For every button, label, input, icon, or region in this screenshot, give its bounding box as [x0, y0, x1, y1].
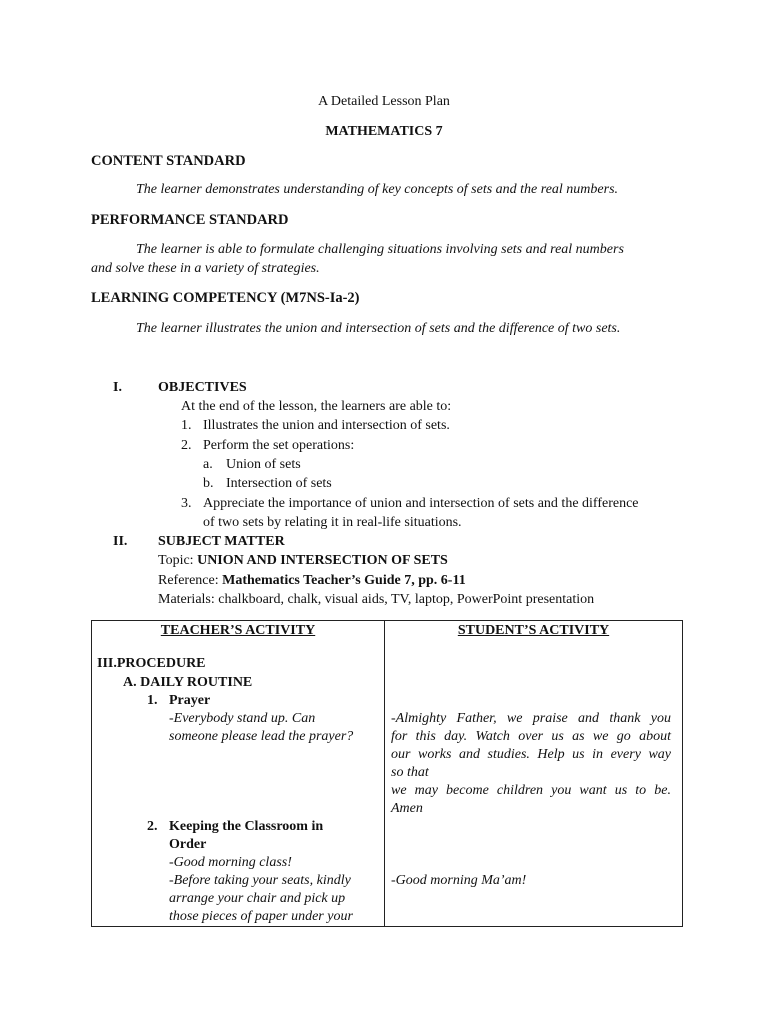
classroom-teacher-line: -Good morning class!	[169, 855, 292, 870]
subject-matter-heading: SUBJECT MATTER	[158, 534, 285, 549]
prayer-heading: Prayer	[169, 693, 211, 708]
classroom-student-line: -Good morning Ma’am!	[391, 873, 527, 888]
activity-table	[91, 620, 683, 927]
prayer-student-line: Amen	[391, 801, 423, 816]
objectives-intro: At the end of the lesson, the learners are able to:	[181, 399, 452, 414]
objective-number: 2.	[181, 438, 192, 453]
objective-text: Illustrates the union and intersection of sets.	[203, 418, 450, 433]
objectives-numeral: I.	[113, 380, 122, 395]
objective-subitem-text: Intersection of sets	[226, 476, 332, 491]
topic-label: Topic:	[158, 553, 198, 568]
prayer-student-line: -Almighty Father, we praise and thank you	[391, 711, 671, 726]
classroom-teacher-line: -Before taking your seats, kindly	[169, 873, 351, 888]
objective-subitem-letter: a.	[203, 457, 213, 472]
objective-text-continued: of two sets by relating it in real-life situations.	[203, 515, 462, 530]
objective-text: Perform the set operations:	[203, 438, 355, 453]
classroom-number: 2.	[147, 819, 158, 834]
objective-subitem-letter: b.	[203, 476, 214, 491]
reference-line	[158, 573, 466, 589]
topic-line	[158, 553, 448, 569]
prayer-student-line: so that	[391, 765, 429, 780]
content-standard-text: The learner demonstrates understanding of key concepts of sets and the real numbers.	[136, 182, 619, 197]
learning-competency-text: The learner illustrates the union and intersection of sets and the difference of two sets.	[136, 321, 621, 336]
classroom-heading-line: Order	[169, 837, 207, 852]
daily-routine-heading: A. DAILY ROUTINE	[123, 675, 253, 690]
classroom-heading-line: Keeping the Classroom in	[169, 819, 324, 834]
procedure-heading: III.PROCEDURE	[97, 656, 206, 671]
prayer-teacher-line: -Everybody stand up. Can	[169, 711, 316, 726]
document-title: A Detailed Lesson Plan	[318, 94, 450, 109]
teacher-activity-header: TEACHER’S ACTIVITY	[160, 623, 316, 638]
prayer-number: 1.	[147, 693, 158, 708]
prayer-student-line: our works and studies. Help us in every way	[391, 747, 671, 762]
prayer-student-line: for this day. Watch over us as we go about	[391, 729, 671, 744]
objectives-heading: OBJECTIVES	[158, 380, 247, 395]
learning-competency-heading: LEARNING COMPETENCY (M7NS-Ia-2)	[91, 290, 360, 306]
performance-standard-line2: and solve these in a variety of strategies.	[91, 261, 320, 276]
classroom-teacher-line: those pieces of paper under your	[169, 909, 353, 924]
performance-standard-line1: The learner is able to formulate challenging situations involving sets and real numbers	[136, 242, 624, 257]
prayer-student-line: we may become children you want us to be.	[391, 783, 671, 798]
teacher-activity-column	[92, 621, 385, 927]
reference-value: Mathematics Teacher’s Guide 7, pp. 6-11	[222, 573, 466, 588]
subject-title: MATHEMATICS 7	[325, 124, 443, 139]
subject-matter-numeral: II.	[113, 534, 128, 549]
materials-line: Materials: chalkboard, chalk, visual aids, TV, laptop, PowerPoint presentation	[158, 592, 595, 607]
reference-label: Reference:	[158, 573, 223, 588]
classroom-teacher-line: arrange your chair and pick up	[169, 891, 346, 906]
performance-standard-heading: PERFORMANCE STANDARD	[91, 212, 289, 228]
objective-number: 1.	[181, 418, 192, 433]
prayer-teacher-line: someone please lead the prayer?	[169, 729, 354, 744]
student-activity-column	[385, 621, 683, 927]
topic-value: UNION AND INTERSECTION OF SETS	[197, 553, 448, 568]
objective-subitem-text: Union of sets	[226, 457, 301, 472]
student-activity-header: STUDENT’S ACTIVITY	[457, 623, 610, 638]
objective-text: Appreciate the importance of union and intersection of sets and the difference	[203, 496, 639, 511]
content-standard-heading: CONTENT STANDARD	[91, 153, 246, 169]
objective-number: 3.	[181, 496, 192, 511]
